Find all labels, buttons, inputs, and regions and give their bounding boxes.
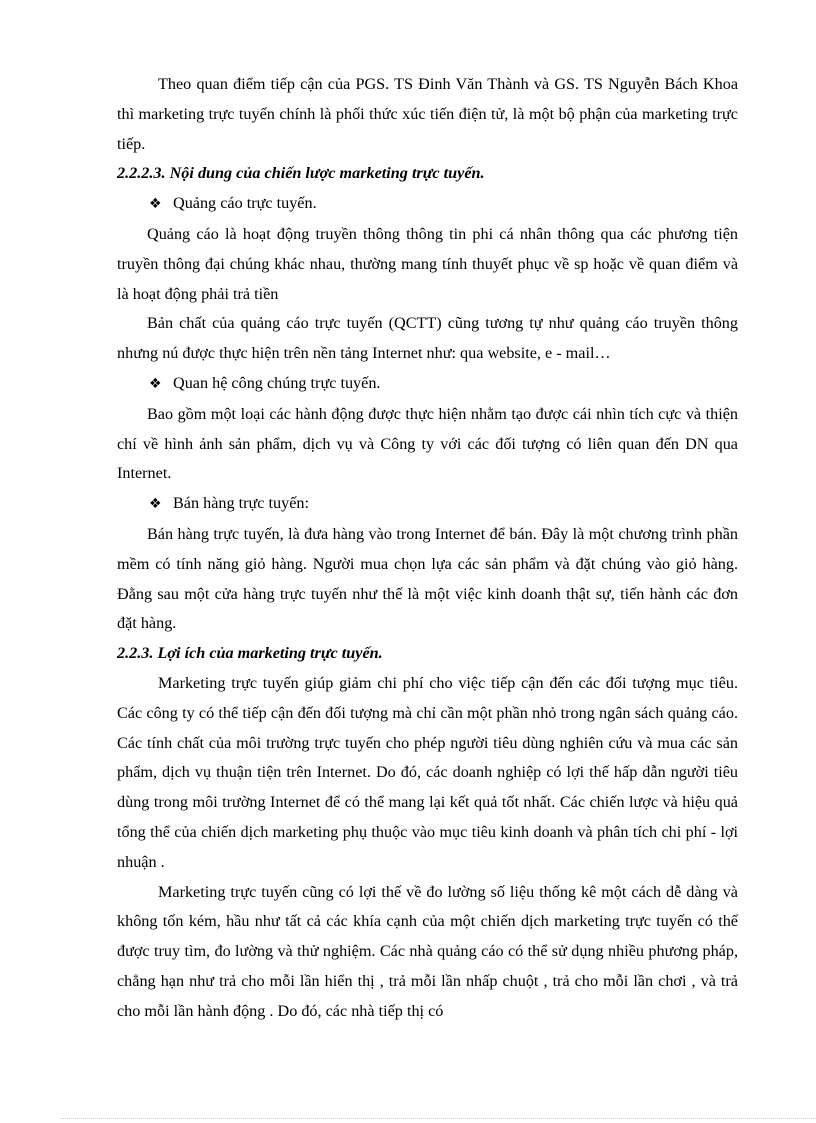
paragraph-intro: Theo quan điểm tiếp cận của PGS. TS Đinh Văn Thành và GS. TS Nguyễn Bách Khoa thì marketing trực tuyến chính là phối thức xúc tiến điện tử, là một bộ phận của marketing trực tiếp. <box>117 75 738 153</box>
page-bottom-divider <box>60 1118 816 1119</box>
paragraph-advertising-nature: Bản chất của quảng cáo trực tuyến (QCTT) cũng tương tự như quảng cáo truyền thông nhưng nú được thực hiện trên nền tảng Internet như: qua website, e - mail… <box>117 314 738 363</box>
paragraph-advertising-definition: Quảng cáo là hoạt động truyền thông thông tin phi cá nhân thông qua các phương tiện truyền thông đại chúng khác nhau, thường mang tính thuyết phục về sp hoặc về quan điểm và là hoạt động phải trả tiền <box>117 224 738 303</box>
diamond-bullet-icon: ❖ <box>149 496 162 513</box>
paragraph-sales-definition: Bán hàng trực tuyến, là đưa hàng vào trong Internet để bán. Đây là một chương trình phần mềm có tính năng giỏ hàng. Người mua chọn lựa các sản phẩm và đặt chúng vào giỏ hàng. Đằng sau một cửa hàng trực tuyến như thế là một việc kinh doanh thật sự, tiến hành các đơn đặt hàng. <box>117 524 738 633</box>
bullet-label: Quảng cáo trực tuyến. <box>173 194 317 213</box>
document-page <box>117 70 738 1027</box>
bullet-label: Bán hàng trực tuyến: <box>173 494 309 513</box>
bullet-online-sales <box>117 489 738 520</box>
paragraph-benefits-cost: Marketing trực tuyến giúp giảm chi phí cho việc tiếp cận đến các đối tượng mục tiêu. Các công ty có thể tiếp cận đến đối tượng mà chỉ cần một phần nhỏ trong ngân sách quảng cáo. Các tính chất của môi trường trực tuyến cho phép người tiêu dùng nghiên cứu và mua các sản phẩm, dịch vụ thuận tiện trên Internet. Do đó, các doanh nghiệp có lợi thế hấp dẫn người tiêu dùng trong môi trường Internet để có thể mang lại kết quả tốt nhất. Các chiến lược và hiệu quả tổng thể của chiến dịch marketing phụ thuộc vào mục tiêu kinh doanh và phân tích chi phí - lợi nhuận . <box>117 673 738 871</box>
bullet-online-pr <box>117 369 738 400</box>
section-heading-content: 2.2.2.3. Nội dung của chiến lược marketing trực tuyến. <box>117 164 485 183</box>
bullet-online-advertising <box>117 189 738 220</box>
diamond-bullet-icon: ❖ <box>149 196 162 213</box>
diamond-bullet-icon: ❖ <box>149 375 162 392</box>
section-heading-benefits: 2.2.3. Lợi ích của marketing trực tuyến. <box>117 644 383 663</box>
paragraph-benefits-measurement: Marketing trực tuyến cũng có lợi thế về đo lường số liệu thống kê một cách dễ dàng và không tốn kém, hầu như tất cả các khía cạnh của một chiến dịch marketing trực tuyến có thể được truy tìm, đo lường và thử nghiệm. Các nhà quảng cáo có thể sử dụng nhiều phương pháp, chẳng hạn như trả cho mỗi lần hiển thị , trả mỗi lần nhấp chuột , trả cho mỗi lần chơi , và trả cho mỗi lần hành động . Do đó, các nhà tiếp thị có <box>117 882 738 1020</box>
bullet-label: Quan hệ công chúng trực tuyến. <box>173 373 381 392</box>
paragraph-pr-definition: Bao gồm một loại các hành động được thực hiện nhằm tạo được cái nhìn tích cực và thiện chí về hình ảnh sản phẩm, dịch vụ và Công ty với các đối tượng có liên quan đến DN qua Internet. <box>117 404 738 483</box>
